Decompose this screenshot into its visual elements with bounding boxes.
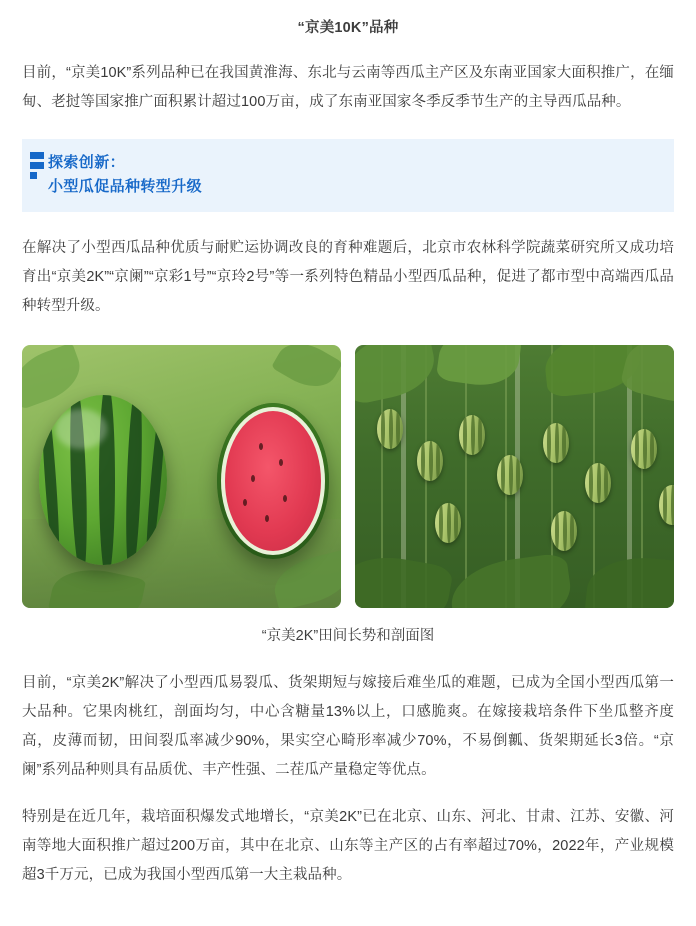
greenhouse-photo-illustration (355, 345, 674, 608)
section-heading-banner (22, 139, 674, 212)
paragraph-4: 特别是在近几年，栽培面积爆发式地增长，“京美2K”已在北京、山东、河北、甘肃、江苏、安徽、河南等地大面积推广超过200万亩，其中在北京、山东等主产区的占有率超过70%，2022年，产业规模超3千万元，已成为我国小型西瓜第一大主栽品种。 (22, 809, 674, 883)
blue-bars-icon (30, 152, 44, 182)
figure-row (22, 345, 674, 608)
figure-watermelon-cut (22, 345, 341, 608)
page-title: “京美10K”品种 (297, 20, 399, 36)
section-heading-line2: 小型瓜促品种转型升级 (48, 178, 203, 195)
halved-watermelon-shape (217, 403, 329, 559)
section-heading-line1: 探索创新： (48, 154, 126, 171)
paragraph-1: 目前，“京美10K”系列品种已在我国黄淮海、东北与云南等西瓜主产区及东南亚国家大面积推广，在缅甸、老挝等国家推广面积累计超过100万亩，成了东南亚国家冬季反季节生产的主导西瓜品种。 (22, 65, 674, 110)
whole-watermelon-shape (39, 395, 167, 565)
figure-caption: “京美2K”田间长势和剖面图 (261, 628, 435, 644)
figure-greenhouse-field (355, 345, 674, 608)
paragraph-3: 目前，“京美2K”解决了小型西瓜易裂瓜、货架期短与嫁接后难坐瓜的难题，已成为全国小型西瓜第一大品种。它果肉桃红，剖面均匀，中心含糖量13%以上，口感脆爽。在嫁接栽培条件下坐瓜整齐度高，皮薄而韧，田间裂瓜率减少90%，果实空心畸形率减少70%，不易倒瓤、货架期延长3倍。“京阑”系列品种则具有品质优、丰产性强、二茬瓜产量稳定等优点。 (22, 675, 674, 778)
watermelon-photo-illustration (22, 345, 341, 608)
paragraph-2: 在解决了小型西瓜品种优质与耐贮运协调改良的育种难题后，北京市农林科学院蔬菜研究所又成功培育出“京美2K”“京阑”“京彩1号”“京玲2号”等一系列特色精品小型西瓜品种，促进了都市型中高端西瓜品种转型升级。 (22, 240, 674, 314)
